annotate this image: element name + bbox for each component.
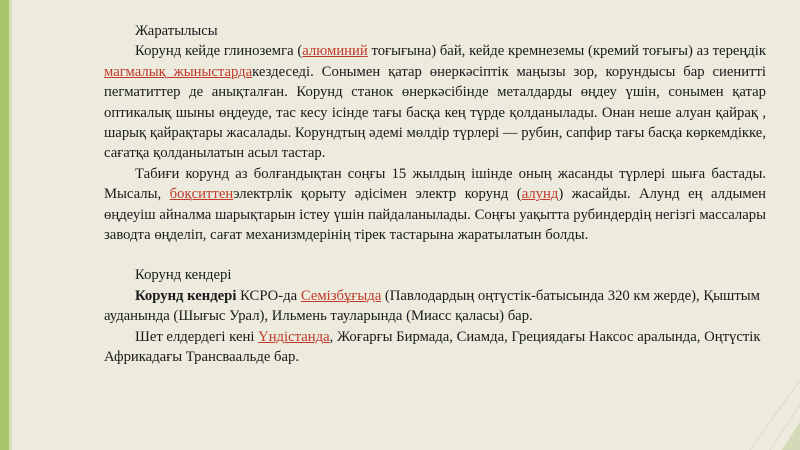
section-heading: Жаратылысы [135,23,218,39]
link-alundum[interactable]: алунд [521,186,559,203]
accent-stripe [0,0,9,450]
link-bauxite[interactable]: боқситтен [169,186,234,203]
text: тоғығына) бай, кейде кремнеземы (кремий тоғығы) аз тереңдік [367,43,766,60]
accent-stripe-light [9,0,12,450]
paragraph-deposits [104,286,766,327]
link-magmatic-rocks[interactable]: магмалық жыныстарда [104,63,253,80]
link-aluminium[interactable]: алюминий [302,43,368,60]
paragraph-origin [104,41,766,163]
paragraph-synthetic [104,164,766,246]
paragraph-foreign [104,327,766,368]
corner-decoration [720,360,800,450]
text: Табиғи корунд аз болғандықтан соңғы 15 жылдың ішінде оның жасанды түрлері шыға бастады. Мысалы, [104,165,766,203]
link-india[interactable]: Үндістанда [258,328,330,345]
text: Шет елдердегі кені [135,328,259,345]
text: электрлік қорыту әдісімен электр корунд ( [233,186,522,203]
text: КСРО-да [236,287,301,304]
text: Корунд кейде глиноземга ( [135,43,303,60]
text: (Павлодардың оңтүстік-батысында 320 км жерде), Қыштым ауданында (Шығыс Урал), Ильмень тауларында (Миасс қаласы) бар. [104,287,760,325]
bold-term: Корунд кендері [135,287,237,304]
spacer [104,245,766,265]
text: , Жоғарғы Бирмада, Сиамда, Грециядағы Наксос аралында, Оңтүстік Африкадағы Трансваальде бар. [104,328,761,366]
document-body [104,21,766,368]
text: кездеседі. Сонымен қатар өнеркәсіптік маңызы зор, корундысы бар сиенитті пегматиттер де анықталған. Корунд станок өнеркәсібінде металдарды өңдеу үшін, сонымен қатар оптикалық шыны өңдеуде, тас кесу ісінде тағы басқа кең түрде қолданылады. Онан неше алуан қайрақ , шарық қайрақтары жасалады. Корундтың әдемі мөлдір түрлері — рубин, сапфир тағы басқа көркемдікке, сағатқа қолданылатын асыл тастар. [104,63,766,162]
link-semizbugy[interactable]: Семізбұғыда [300,287,382,304]
text: ) жасайды. Алунд ең алдымен өңдеуіш айналма шарықтарын істеу үшін пайдаланылады. Соңғы уақытта рубиндердің негізгі массалары заводта өңделіп, сағат механизмдерінің тірек тастарына жаратылатын болды. [104,186,766,244]
section-heading-deposits: Корунд кендері [135,267,232,284]
